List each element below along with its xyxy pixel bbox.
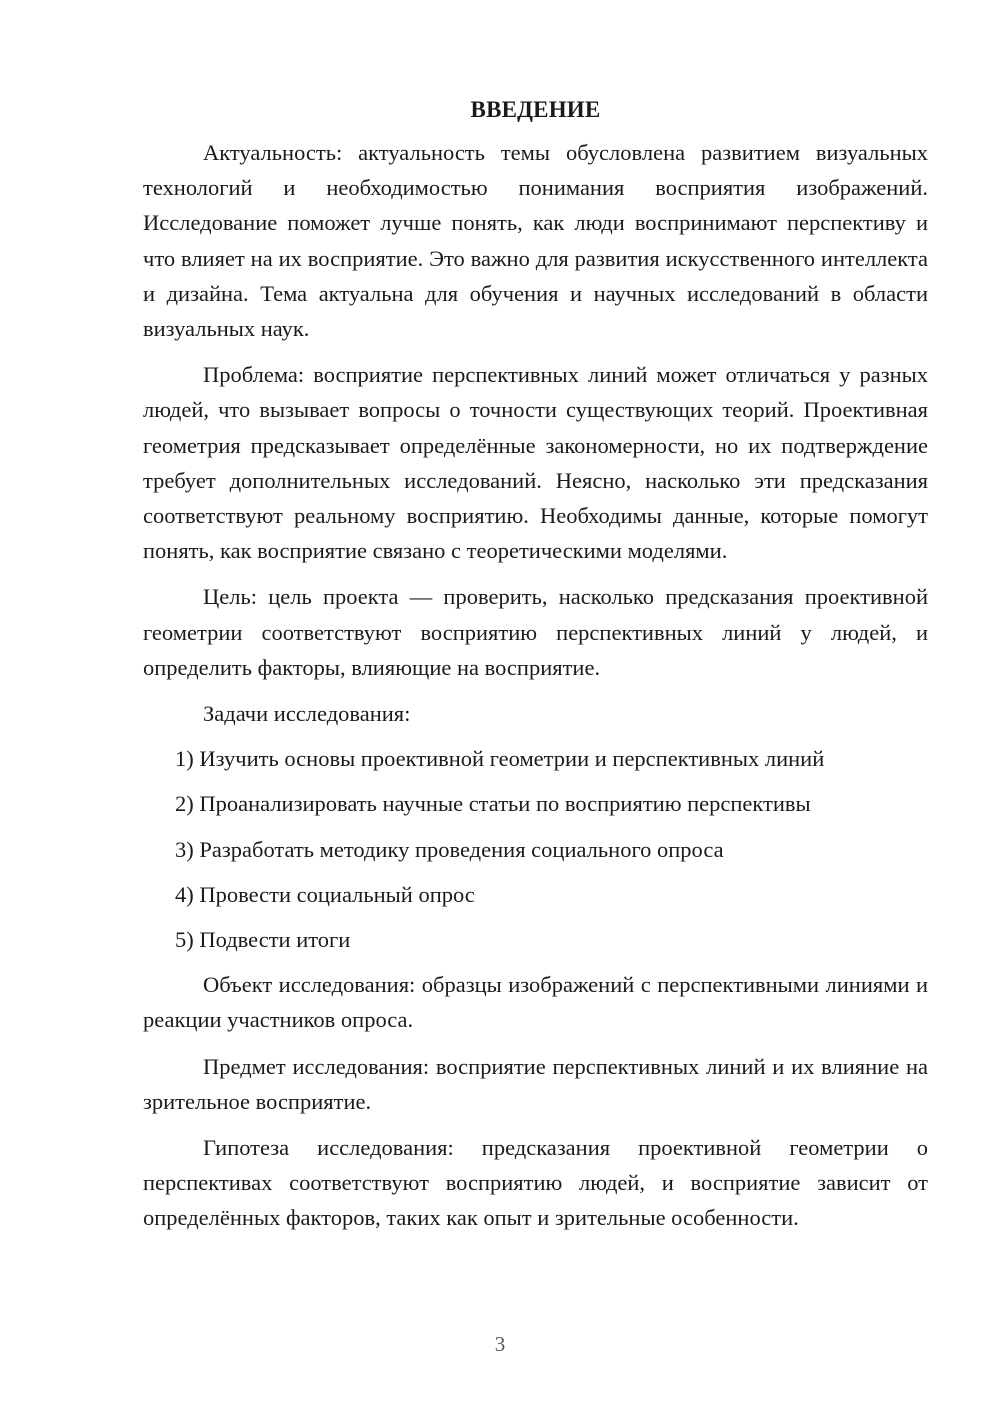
task-item: 3) Разработать методику проведения социального опроса [175, 836, 724, 862]
paragraph-hypothesis: Гипотеза исследования: предсказания проективной геометрии о перспективах соответствуют восприятию людей, и восприятие зависит от определённых факторов, таких как опыт и зрительные особенности. [143, 1135, 928, 1231]
paragraph-object: Объект исследования: образцы изображений с перспективными линиями и реакции участников опроса. [143, 972, 928, 1033]
section-title: ВВЕДЕНИЕ [470, 97, 601, 122]
task-item: 4) Провести социальный опрос [175, 881, 475, 907]
task-item: 5) Подвести итоги [175, 927, 351, 953]
paragraph-problem: Проблема: восприятие перспективных линий может отличаться у разных людей, что вызывает вопросы о точности существующих теорий. Проективная геометрия предсказывает определённые закономерности, но их подтверждение требует дополнительных исследований. Неясно, насколько эти предсказания соответствуют реальному восприятию. Необходимы данные, которые помогут понять, как восприятие связано с теоретическими моделями. [143, 362, 928, 564]
paragraph-goal: Цель: цель проекта — проверить, насколько предсказания проективной геометрии соответствуют восприятию перспективных линий у людей, и определить факторы, влияющие на восприятие. [143, 584, 928, 680]
tasks-heading: Задачи исследования: [203, 701, 411, 727]
page-number: 3 [494, 1332, 506, 1356]
task-item: 1) Изучить основы проективной геометрии и перспективных линий [175, 746, 825, 772]
tasks-section [143, 696, 928, 957]
paragraph-subject: Предмет исследования: восприятие перспективных линий и их влияние на зрительное восприятие. [143, 1053, 928, 1114]
document-page [143, 92, 928, 1236]
paragraph-relevance: Актуальность: актуальность темы обусловлена развитием визуальных технологий и необходимостью понимания восприятия изображений. Исследование поможет лучше понять, как люди воспринимают перспективу и что влияет на их восприятие. Это важно для развития искусственного интеллекта и дизайна. Тема актуальна для обучения и научных исследований в области визуальных наук. [143, 140, 928, 342]
task-item: 2) Проанализировать научные статьи по восприятию перспективы [175, 791, 811, 817]
